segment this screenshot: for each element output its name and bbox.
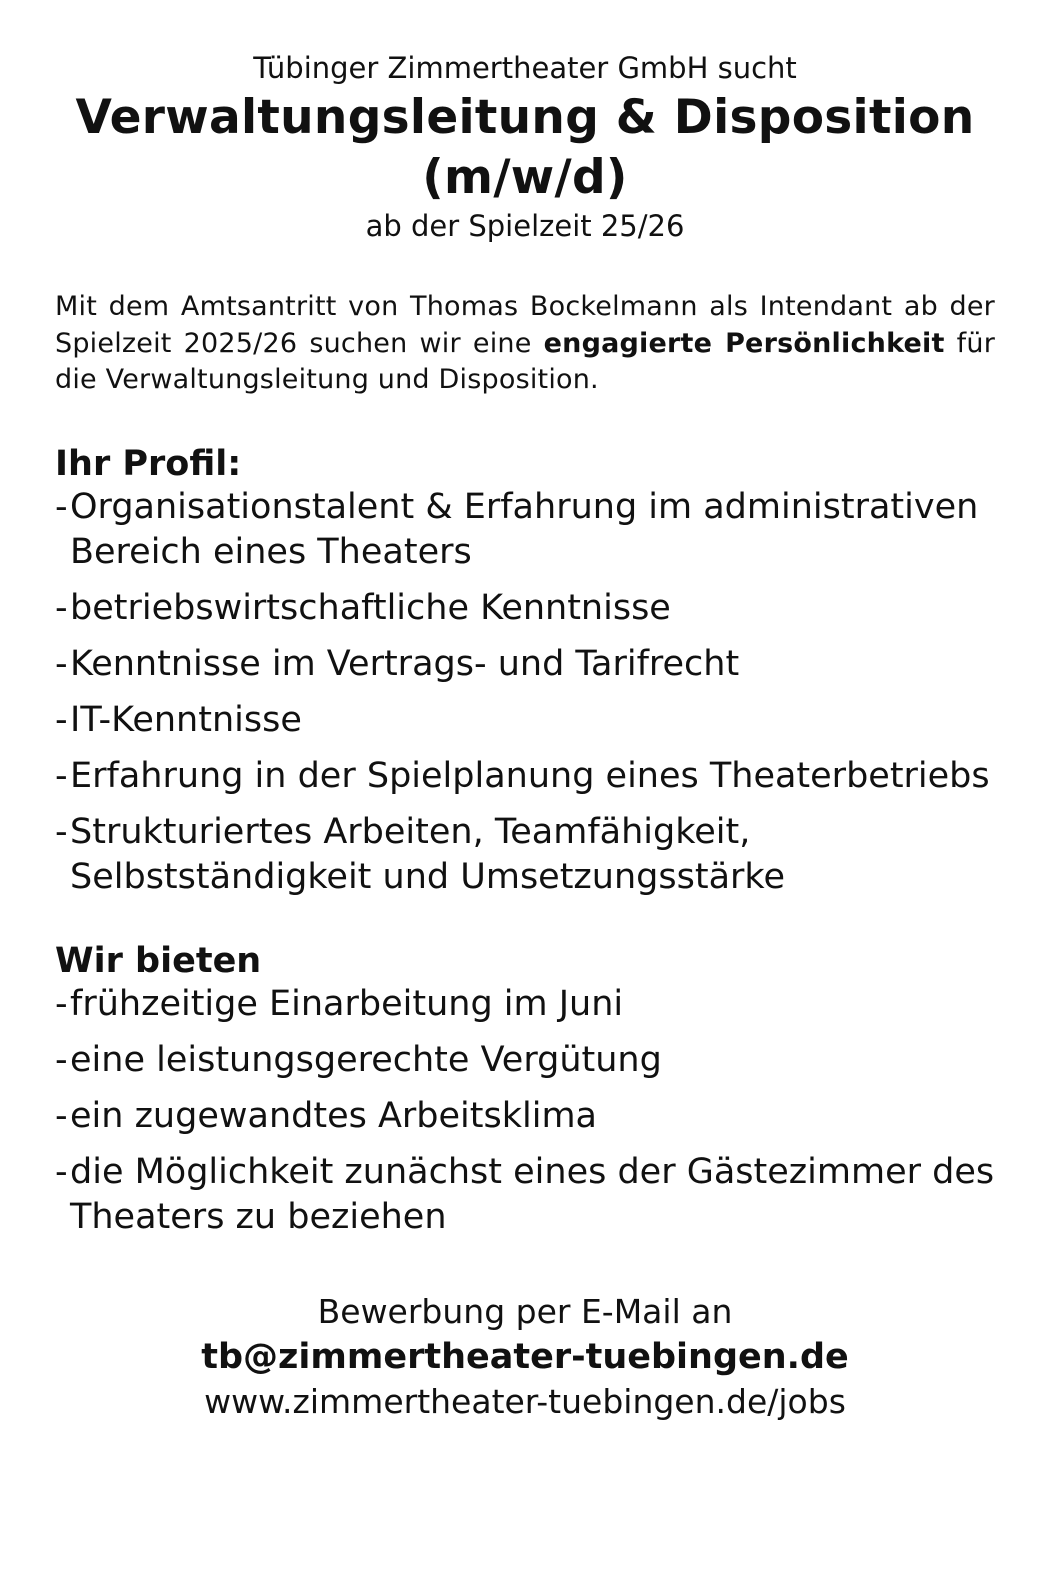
list-item-text: Organisationstalent & Erfahrung im administrativen Bereich eines Theaters [70,486,979,572]
list-item-text: eine leistungsgerechte Vergütung [70,1039,662,1080]
list-item-text: frühzeitige Einarbeitung im Juni [70,983,624,1024]
organization-line: Tübinger Zimmertheater GmbH sucht [253,51,797,85]
job-title-line-1: Verwaltungsleitung & Disposition [75,90,975,145]
list-item: - frühzeitige Einarbeitung im Juni [55,983,624,1024]
intro-bold-text: engagierte Persönlichkeit [543,327,945,359]
list-item: - die Möglichkeit zunächst eines der Gästezimmer des Theaters zu beziehen [55,1151,995,1237]
jobs-website-link[interactable]: www.zimmertheater-tuebingen.de/jobs [204,1381,846,1421]
list-item-text: IT-Kenntnisse [70,699,302,740]
list-item: - Strukturiertes Arbeiten, Teamfähigkeit, Selbstständigkeit und Umsetzungsstärke [55,811,785,897]
contact-email-link[interactable]: tb@zimmertheater-tuebingen.de [201,1336,849,1377]
intro-text-after: für die Verwaltungsleitung und Disposition. [55,327,996,395]
list-item-text: die Möglichkeit zunächst eines der Gästezimmer des Theaters zu beziehen [70,1151,995,1237]
list-item: - eine leistungsgerechte Vergütung [55,1039,662,1080]
list-item: - ein zugewandtes Arbeitsklima [55,1095,597,1136]
list-item: - IT-Kenntnisse [55,699,302,740]
list-item-text: Kenntnisse im Vertrags- und Tarifrecht [70,643,740,684]
job-title [55,88,995,208]
season-line: ab der Spielzeit 25/26 [365,209,685,243]
profile-heading: Ihr Profil: [55,443,242,484]
intro-text-before: Mit dem Amtsantritt von Thomas Bockelmann als Intendant ab der Spielzeit 2025/26 suchen wir eine [55,291,995,359]
list-item: - betriebswirtschaftliche Kenntnisse [55,587,671,628]
list-item: - Organisationstalent & Erfahrung im administrativen Bereich eines Theaters [55,486,979,572]
job-title-line-2: (m/w/d) [422,150,628,205]
intro-paragraph [55,289,995,399]
apply-line: Bewerbung per E-Mail an [317,1291,733,1331]
list-item-text: Strukturiertes Arbeiten, Teamfähigkeit, Selbstständigkeit und Umsetzungsstärke [70,811,785,897]
offer-heading: Wir bieten [55,940,262,981]
offer-list [55,982,995,1240]
job-posting [0,50,1050,1584]
list-item: - Kenntnisse im Vertrags- und Tarifrecht [55,643,740,684]
profile-list [55,485,995,900]
list-item: - Erfahrung in der Spielplanung eines Theaterbetriebs [55,755,990,796]
list-item-text: Erfahrung in der Spielplanung eines Theaterbetriebs [70,755,990,796]
list-item-text: ein zugewandtes Arbeitsklima [70,1095,597,1136]
list-item-text: betriebswirtschaftliche Kenntnisse [70,587,671,628]
